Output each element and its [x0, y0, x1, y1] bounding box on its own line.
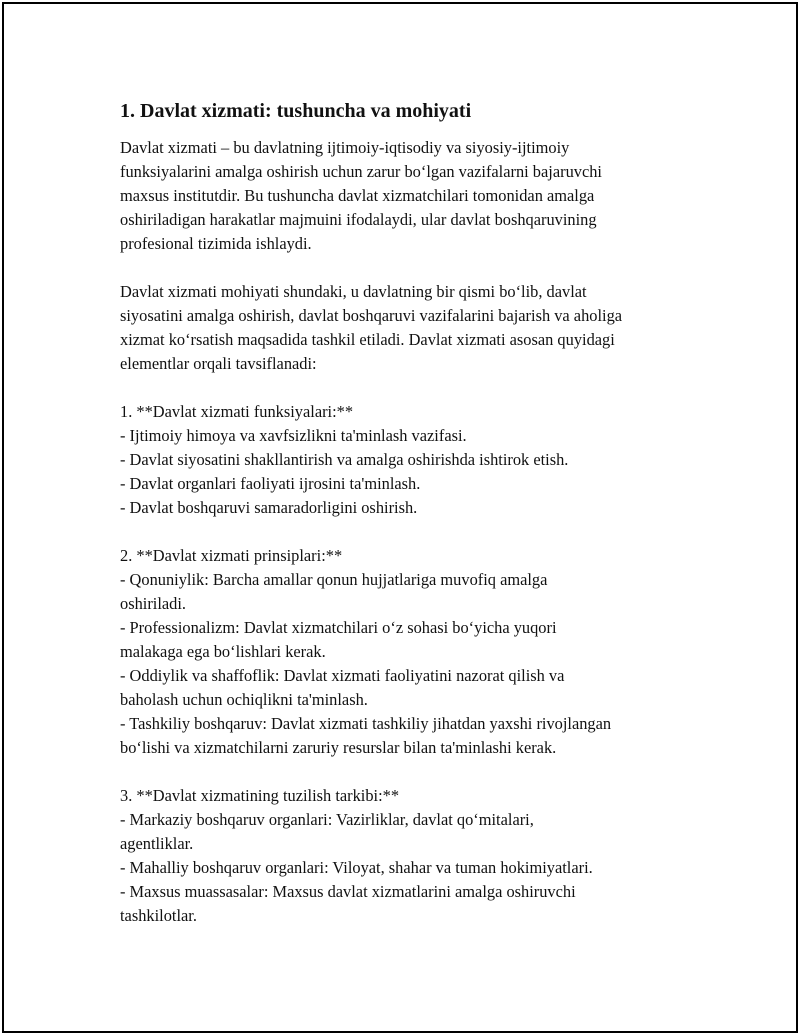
essence-paragraph: Davlat xizmati mohiyati shundaki, u davlatning bir qismi bo‘lib, davlat siyosatini amalga oshirish, davlat boshqaruvi vazifalarini bajarish va aholiga xizmat ko‘rsatish maqsadida tashkil etiladi. Davlat xizmati asosan quyidagi elementlar orqali tavsiflanadi: — [120, 282, 623, 373]
intro-paragraph: Davlat xizmati – bu davlatning ijtimoiy-iqtisodiy va siyosiy-ijtimoiy funksiyalarini amalga oshirish uchun zarur bo‘lgan vazifalarni bajaruvchi maxsus institutdir. Bu tushuncha davlat xizmatchilari tomonidan amalga oshiriladigan harakatlar majmuini ifodalaydi, ular davlat boshqaruvining profesional tizimida ishlaydi. — [120, 138, 602, 253]
paragraph-spacer — [120, 376, 720, 400]
paragraph-spacer — [120, 760, 720, 784]
page-frame — [2, 2, 798, 1033]
structure-list: 3. **Davlat xizmatining tuzilish tarkibi:** - Markaziy boshqaruv organlari: Vazirliklar, davlat qo‘mitalari, agentliklar. - Mahalliy boshqaruv organlari: Viloyat, shahar va tuman hokimiyatlari. - Maxsus muassasalar: Maxsus davlat xizmatlarini amalga oshiruvchi tashkilotlar. — [120, 786, 593, 925]
section-title: 1. Davlat xizmati: tushuncha va mohiyati — [120, 100, 472, 122]
document-body — [120, 98, 720, 928]
paragraph-spacer — [120, 256, 720, 280]
principles-list: 2. **Davlat xizmati prinsiplari:** - Qonuniylik: Barcha amallar qonun hujjatlariga muvofiq amalga oshiriladi. - Professionalizm: Davlat xizmatchilari o‘z sohasi bo‘yicha yuqori malakaga ega bo‘lishlari kerak. - Oddiylik va shaffoflik: Davlat xizmati faoliyatini nazorat qilish va baholash uchun ochiqlikni ta'minlash. - Tashkiliy boshqaruv: Davlat xizmati tashkiliy jihatdan yaxshi rivojlangan bo‘lishi va xizmatchilarni zaruriy resurslar bilan ta'minlashi kerak. — [120, 546, 612, 757]
paragraph-spacer — [120, 520, 720, 544]
functions-list: 1. **Davlat xizmati funksiyalari:** - Ijtimoiy himoya va xavfsizlikni ta'minlash vazifasi. - Davlat siyosatini shakllantirish va amalga oshirishda ishtirok etish. - Davlat organlari faoliyati ijrosini ta'minlash. - Davlat boshqaruvi samaradorligini oshirish. — [120, 402, 569, 517]
